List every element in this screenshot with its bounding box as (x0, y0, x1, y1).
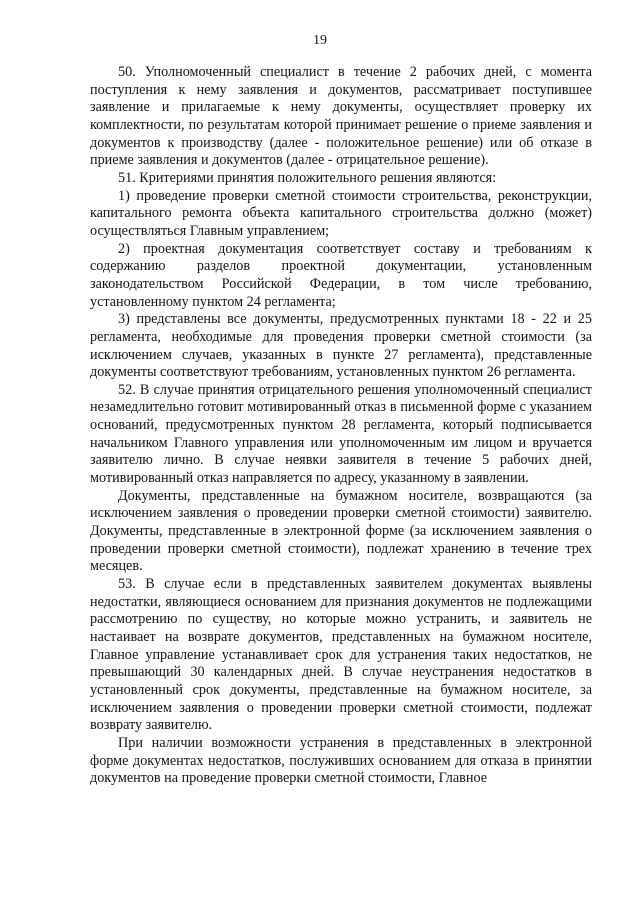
paragraph-51-item-3: 3) представлены все документы, предусмотренных пунктами 18 - 22 и 25 регламента, необходимые для проведения проверки сметной стоимости (за исключением случаев, указанных в пункте 27 регламента), представленные документы соответствуют требованиям, установленных пунктом 26 регламента. (90, 311, 592, 381)
paragraph-53-electronic: При наличии возможности устранения в представленных в электронной форме документах недостатков, послуживших основанием для отказа в принятии документов на проведение проверки сметной стоимости, Главное (90, 734, 592, 787)
paragraph-52-documents: Документы, представленные на бумажном носителе, возвращаются (за исключением заявления о проведении проверки сметной стоимости) заявителю. Документы, представленные в электронной форме (за исключением заявления о проведении проверки сметной стоимости), подлежат хранению в течение трех месяцев. (90, 487, 592, 575)
page-number: 19 (313, 33, 327, 48)
paragraph-50: 50. Уполномоченный специалист в течение 2 рабочих дней, с момента поступления к нему заявления и документов, рассматривает поступившее заявление и прилагаемые к нему документы, осуществляет проверку их комплектности, по результатам которой принимает решение о приеме заявления и документов к производству (далее - положительное решение) или об отказе в приеме заявления и документов (далее - отрицательное решение). (90, 64, 592, 169)
paragraph-51-item-2: 2) проектная документация соответствует составу и требованиям к содержанию разделов проектной документации, установленным законодательством Российской Федерации, в том числе требованию, установленному пунктом 24 регламента; (90, 240, 592, 310)
paragraph-51-item-1: 1) проведение проверки сметной стоимости строительства, реконструкции, капитального ремонта объекта капитального строительства должно (может) осуществляться Главным управлением; (90, 187, 592, 239)
paragraph-53: 53. В случае если в представленных заявителем документах выявлены недостатки, являющиеся основанием для признания документов не подлежащими рассмотрению по существу, но которые можно устранить, и заявитель не настаивает на возврате документов, представленных на бумажном носителе, Главное управление устанавливает срок для устранения таких недостатков, не превышающий 30 календарных дней. В случае неустранения недостатков в установленный срок документы, представленные на бумажном носителе, за исключением заявления о проведении проверки сметной стоимости, подлежат возврату заявителю. (90, 576, 592, 734)
paragraph-52: 52. В случае принятия отрицательного решения уполномоченный специалист незамедлительно готовит мотивированный отказ в письменной форме с указанием оснований, предусмотренных пунктом 28 регламента, который подписывается начальником Главного управления или уполномоченным им лицом и вручается заявителю лично. В случае неявки заявителя в течение 5 рабочих дней, мотивированный отказ направляется по адресу, указанному в заявлении. (90, 381, 592, 487)
paragraph-51-intro: 51. Критериями принятия положительного решения являются: (118, 169, 497, 186)
document-body (90, 64, 592, 788)
